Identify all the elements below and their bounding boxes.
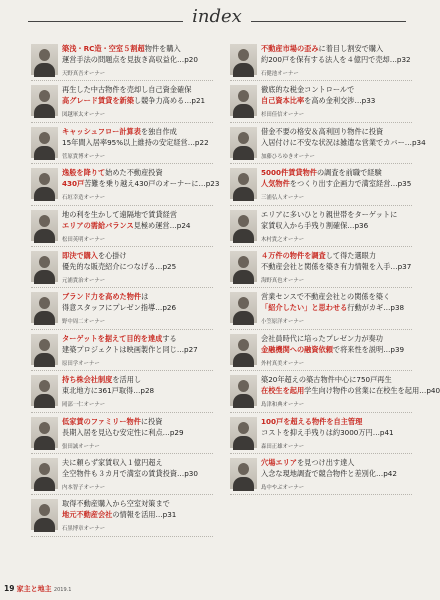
headline-text: の調査を前職で経験 [316,168,382,178]
author-photo [31,85,58,116]
headline-text-page-ref: 入念な現地調査で競合物件と差別化…p42 [261,468,397,478]
headline-text: を見つけ出す達人 [296,457,355,467]
headline-text: を独自作成 [140,126,177,136]
portrait-head [238,422,249,434]
headline-text: に着目し割安で購入 [318,44,384,53]
author-photo [230,458,257,489]
article-entry[interactable] [31,81,213,122]
author-name: 石垣幸造オーナー [62,195,106,202]
headline-line-1 [261,127,412,137]
author-photo [31,251,58,282]
author-photo [230,375,257,406]
headline-text: エリアに多いひとり親世帯をターゲットに [261,209,398,219]
headline-text: 地の利を生かして遠隔地で賃貸経営 [62,209,178,219]
article-entry[interactable] [230,371,440,412]
article-entry[interactable] [31,371,213,412]
headline-highlight: エリアの需給バランス [62,220,134,230]
author-name: 三浦弘人オーナー [261,195,305,202]
author-name: 石黒博章オーナー [62,526,106,533]
author-name: 杉田佳信オーナー [261,112,305,119]
headline-text-page-ref: 優先的な販売紹介につなげる…p25 [62,261,177,271]
magazine-name: 家主と地主 [16,585,52,593]
author-photo [230,127,257,158]
portrait-head [238,132,249,144]
page-title: index [192,6,242,27]
headline-line-1 [261,210,412,220]
author-photo [230,44,257,75]
portrait-body [34,518,55,532]
portrait-body [34,104,55,118]
headline-line-2 [62,510,213,520]
headline-text-page-ref: の情報を活用…p31 [112,510,177,520]
headline-highlight: ブランド力を高めた物件 [62,292,142,302]
headline-line-2 [62,179,220,189]
right-column [230,40,440,495]
headline-line-1 [62,127,213,137]
headline-text-page-ref: コストを抑え手残りは約3000万円…p41 [261,427,394,437]
portrait-body [34,436,55,450]
portrait-body [233,353,254,367]
author-photo [230,417,257,448]
article-entry[interactable] [230,330,412,371]
portrait-head [238,380,249,392]
headline-line-2 [261,469,412,479]
article-entry[interactable] [31,164,220,205]
portrait-head [238,256,249,268]
headline-text: 築20年超えの築古物件中心に750戸再生 [261,375,392,385]
headline-highlight: 即決で購入 [62,250,98,260]
portrait-body [233,436,254,450]
author-name: 小笠原洋オーナー [261,319,305,326]
headline-highlight: 逸般を降りて [62,168,106,178]
headline-line-1 [62,44,213,54]
headline-text-page-ref: 見極め運営…p24 [133,220,191,230]
left-column [31,40,220,537]
headline-line-1 [62,168,213,178]
article-entry[interactable] [31,330,213,371]
portrait-body [233,229,254,243]
headline-line-1 [261,458,412,468]
article-entry[interactable] [230,206,412,247]
index-header [28,6,406,34]
author-name: 元浦貴治オーナー [62,277,106,284]
portrait-body [233,146,254,160]
author-photo [31,458,58,489]
article-entry[interactable] [31,288,213,329]
headline-line-2 [62,303,213,313]
headline-text: を心掛け [97,250,127,260]
headline-line-2 [62,221,213,231]
portrait-body [233,311,254,325]
headline-text: 取得不動産購入から空室対策まで [62,499,170,509]
headline-line-1 [62,499,213,509]
headline-line-2 [261,179,412,189]
portrait-body [34,311,55,325]
headline-highlight: 築浅・RC造・空室５割超 [62,44,145,53]
headline-text: 物件を購入 [144,44,181,53]
author-name: 松田英明オーナー [62,236,106,243]
headline-text: 始めた不動産投資 [105,168,163,178]
portrait-body [233,63,254,77]
headline-line-1 [62,375,213,385]
portrait-body [233,394,254,408]
headline-highlight: 金融機関への融資依頼 [261,344,333,354]
portrait-head [238,339,249,351]
headline-line-2 [62,138,213,148]
headline-line-2 [62,262,213,272]
headline-line-2 [261,221,412,231]
headline-text-page-ref: 長期入居を見込む安定性に利点…p29 [62,427,184,437]
author-name: 原田学オーナー [62,360,100,367]
headline-text: 借金不要の格安＆高利回り物件に投資 [261,126,384,136]
headline-line-2 [62,55,213,65]
author-photo [230,292,257,323]
portrait-body [34,270,55,284]
portrait-head [39,49,50,61]
article-entry[interactable] [230,413,412,454]
article-entry[interactable] [31,454,213,495]
headline-text-page-ref: 入居付けに不安な状況は雑遣な営業でカバー…p34 [261,137,426,147]
headline-text-page-ref: 苦難を乗り越え430戸のオーナーに…p23 [84,179,220,189]
portrait-body [34,394,55,408]
article-entry[interactable] [31,247,213,288]
author-name: 図越軍太オーナー [62,112,106,119]
headline-line-1 [62,334,213,344]
headline-line-1 [261,292,412,302]
headline-line-1 [62,210,213,220]
headline-line-1 [62,251,213,261]
headline-text: 夫に頼らず家賃収入１億円超え [62,457,163,467]
headline-highlight: 人気物件 [261,179,290,189]
author-name: 加藤ひろゆきオーナー [261,153,315,160]
article-entry[interactable] [230,288,412,329]
headline-line-2 [62,428,213,438]
headline-text-page-ref: 運営手法の問題点を見抜き高収益化…p20 [62,55,198,64]
headline-text: に投資 [140,416,163,426]
headline-text-page-ref: を高め金利交渉…p33 [304,96,376,106]
portrait-head [39,256,50,268]
article-entry[interactable] [230,123,426,164]
headline-line-1 [261,375,412,385]
header-rule-right [251,21,406,22]
author-name: 天野真吾オーナー [62,71,106,77]
portrait-head [238,173,249,185]
author-photo [31,375,58,406]
headline-text-page-ref: 学生向け物件の営業に在校生を起用…p40 [304,386,440,396]
headline-line-1 [62,292,213,302]
headline-text-page-ref: をつくり出す企画力で満室経営…p35 [289,179,412,189]
headline-highlight: 地元不動産会社 [62,510,113,520]
author-name: 海野真也オーナー [261,277,305,284]
author-photo [230,85,257,116]
portrait-body [233,270,254,284]
author-photo [230,334,257,365]
author-name: 島中やぶオーナー [261,484,305,491]
author-name: 野中周二オーナー [62,319,106,326]
headline-line-1 [261,251,412,261]
headline-text-page-ref: 建築プロジェクトは映画製作と同じ…p27 [62,344,198,354]
headline-highlight: 穴場エリア [261,457,297,467]
headline-line-2 [261,428,412,438]
headline-highlight: ４万件の物件を調査 [261,250,326,260]
portrait-head [238,49,249,61]
headline-line-2 [261,96,412,106]
page-footer [4,584,71,594]
portrait-head [39,90,50,102]
headline-highlight: 「紹介したい」と思わせる [261,303,348,313]
article-entry[interactable] [31,40,213,81]
portrait-head [39,504,50,516]
headline-line-1 [261,334,412,344]
portrait-body [34,63,55,77]
author-photo [230,251,257,282]
headline-text: 徹底的な税金コントロールで [261,85,355,95]
author-name: 内本智子オーナー [62,484,106,491]
headline-line-1 [62,458,213,468]
headline-highlight: 自己資本比率 [261,96,305,106]
headline-highlight: 高グレード賃貸を新築 [62,96,134,106]
headline-line-1 [62,85,213,95]
article-entry[interactable] [230,247,412,288]
headline-text: は [141,292,149,302]
author-name: 菅原貴博オーナー [62,153,106,160]
headline-line-1 [261,44,412,54]
headline-text-page-ref: 東北地方に361戸取得…p28 [62,386,155,396]
author-name: 島津和典オーナー [261,402,305,409]
author-photo [230,168,257,199]
portrait-body [233,104,254,118]
author-name: 木村貴之オーナー [261,236,305,243]
portrait-head [39,422,50,434]
portrait-body [34,146,55,160]
headline-text-page-ref: 家賃収入から手残り割確保…p36 [261,220,369,230]
headline-line-2 [62,386,213,396]
portrait-body [34,229,55,243]
headline-highlight: 低家賃のファミリー物件 [62,416,141,426]
author-photo [31,417,58,448]
headline-line-2 [62,345,213,355]
article-entry[interactable] [31,495,213,536]
headline-text-page-ref: 得意スタッフにプレゼン指導…p26 [62,303,177,313]
portrait-body [34,477,55,491]
headline-line-2 [62,96,213,106]
author-name: 外村真美オーナー [261,360,305,367]
article-entry[interactable] [31,413,213,454]
article-entry[interactable] [230,81,412,122]
article-entry[interactable] [230,454,412,495]
headline-text: する [162,333,177,343]
issue-date: 2019.1 [53,587,72,593]
author-name: 森田正雄オーナー [261,443,305,450]
author-photo [31,334,58,365]
headline-highlight: ターゲットを据えて目的を達成 [62,333,163,343]
headline-highlight: 不動産市場の歪み [261,44,319,53]
headline-highlight: 在校生を起用 [261,386,305,396]
author-photo [230,210,257,241]
portrait-head [39,215,50,227]
headline-text-page-ref: 15年間入居率95%以上維持の安定経営…p22 [62,137,209,147]
headline-line-2 [261,303,412,313]
author-name: 張田誠オーナー [62,443,100,450]
article-entry[interactable] [31,206,213,247]
headline-highlight: 持ち株会社制度 [62,375,113,385]
portrait-head [238,463,249,475]
headline-text-page-ref: 全空物件も３カ月で満室の賃貸投資…p30 [62,468,198,478]
headline-line-1 [261,417,412,427]
headline-line-2 [261,137,426,148]
headline-line-2 [261,55,412,65]
headline-text: 再生した中古物件を売却し自己資金確保 [62,85,192,95]
author-photo [31,499,58,530]
headline-text-page-ref: 行動がカギ…p38 [347,303,405,313]
headline-line-1 [261,85,412,95]
portrait-head [39,339,50,351]
author-photo [31,44,58,75]
headline-text-page-ref: 不動産会社と関係を築き有力情報を入手…p37 [261,261,412,271]
headline-line-1 [62,417,213,427]
headline-line-2 [261,345,412,355]
headline-highlight: 430戸 [62,179,85,189]
portrait-head [39,297,50,309]
portrait-body [34,353,55,367]
article-entry[interactable] [230,164,412,205]
author-name: 岡部一仁オーナー [62,402,106,409]
author-photo [31,210,58,241]
headline-highlight: 5000件賃貸物件 [261,168,317,178]
author-photo [31,127,58,158]
portrait-body [233,187,254,201]
headline-line-2 [261,386,440,396]
portrait-head [39,132,50,144]
portrait-head [39,380,50,392]
author-name: 石健池オーナー [261,71,299,77]
portrait-head [39,173,50,185]
headline-line-2 [261,262,412,272]
author-photo [31,292,58,323]
portrait-head [238,297,249,309]
portrait-head [238,90,249,102]
headline-text: を活用し [112,375,142,385]
headline-line-2 [62,469,213,479]
portrait-head [39,463,50,475]
portrait-head [238,215,249,227]
article-entry[interactable] [230,40,412,81]
portrait-body [233,477,254,491]
headline-highlight: 100戸を超える物件を自主管理 [261,416,363,426]
headline-text: 会社員時代に培ったプレゼン力が奏功 [261,333,383,343]
headline-text-page-ref: し競争力高める…p21 [133,96,206,106]
page-number: 19 [4,584,15,593]
headline-text: 営業センスで不動産会社との関係を築く [261,292,391,302]
author-photo [31,168,58,199]
headline-text-page-ref: で将来性を説明…p39 [332,344,405,354]
headline-text: して得た選眼力 [325,250,377,260]
portrait-body [34,187,55,201]
headline-highlight: キャッシュフロー計算表 [62,126,141,136]
headline-line-1 [261,168,412,178]
headline-text-page-ref: 約200戸を保有する法人を４億円で売却…p32 [261,55,411,64]
article-entry[interactable] [31,123,213,164]
